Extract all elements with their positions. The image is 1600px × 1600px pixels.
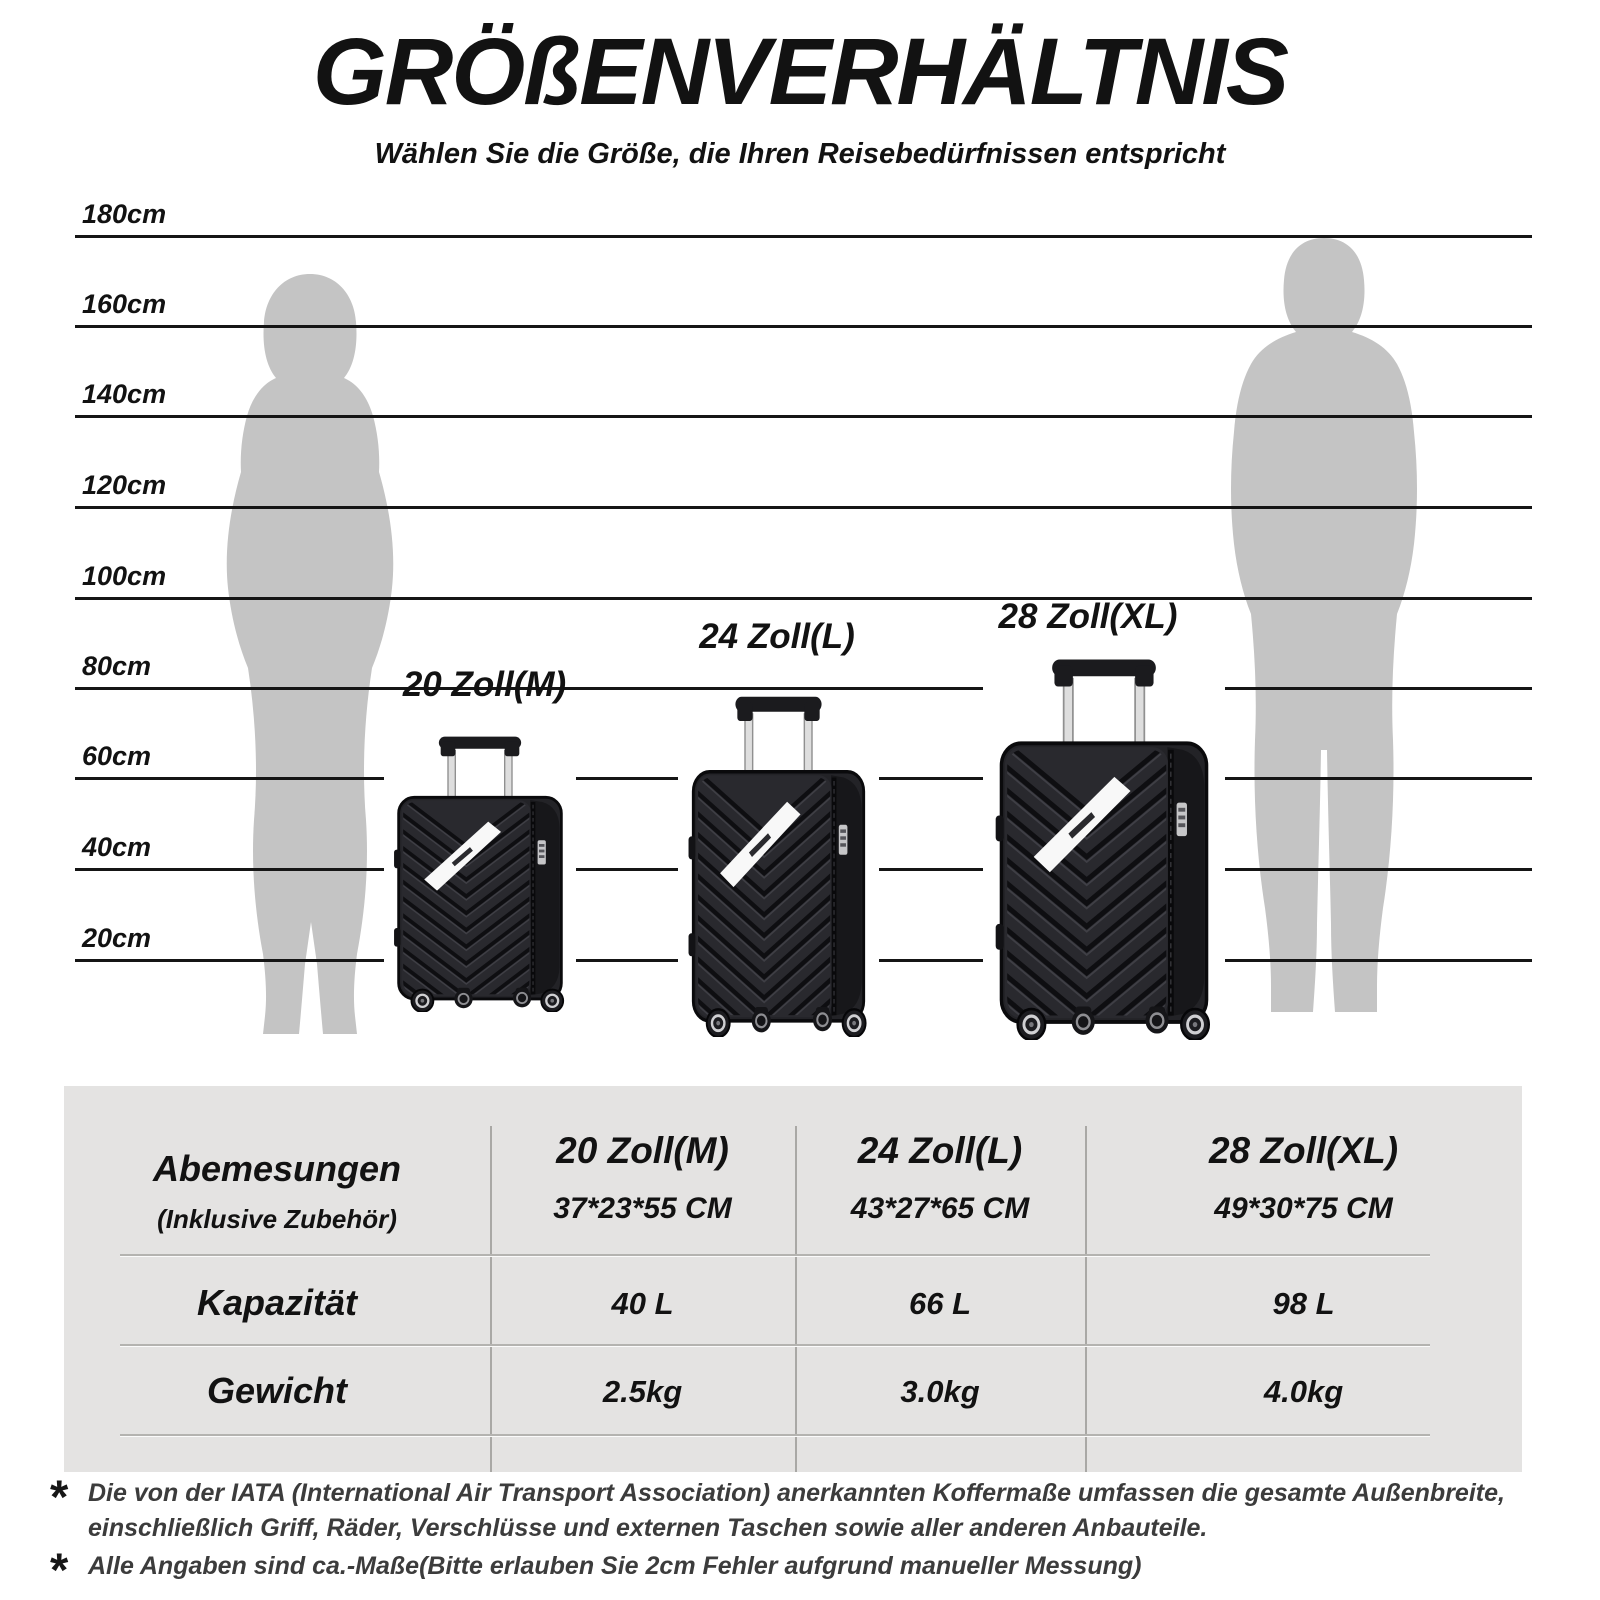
capacity-value-20-inch: 40 L: [611, 1286, 674, 1321]
table-horizontal-divider: [120, 1344, 1430, 1347]
size-label: 20 Zoll(M): [556, 1130, 729, 1171]
ruler-label-40cm: 40cm: [82, 832, 152, 862]
suitcase-28-inch-graphic: [983, 653, 1225, 1040]
column-header-28-inch: [1085, 1130, 1522, 1226]
weight-value-28-inch: 4.0kg: [1263, 1374, 1344, 1409]
ruler-label-160cm: 160cm: [82, 289, 167, 319]
ruler-line-100cm: [75, 597, 1532, 600]
suitcase-24-inch-label: 24 Zoll(L): [699, 617, 855, 656]
table-horizontal-divider: [120, 1254, 1430, 1257]
column-header-24-inch: [795, 1130, 1085, 1226]
table-header-dimensions: [64, 1148, 490, 1235]
suitcase-24-inch-graphic: [678, 691, 879, 1037]
column-header-20-inch: [490, 1130, 795, 1226]
ruler-label-140cm: 140cm: [82, 379, 167, 409]
ruler-line-120cm: [75, 506, 1532, 509]
dimensions-value: 43*27*65 CM: [850, 1192, 1030, 1225]
capacity-value-24-inch: 66 L: [908, 1286, 972, 1321]
dimensions-value: 49*30*75 CM: [1214, 1192, 1393, 1225]
weight-value-20-inch: 2.5kg: [602, 1374, 683, 1409]
capacity-value-28-inch: 98 L: [1272, 1286, 1335, 1321]
asterisk-icon: *: [50, 1470, 69, 1523]
footnote-text: Alle Angaben sind ca.-Maße(Bitte erlauben Sie 2cm Fehler aufgrund manueller Messung): [88, 1552, 1142, 1580]
man-silhouette: [1218, 236, 1430, 1036]
dimensions-row-subtitle: (Inklusive Zubehör): [157, 1204, 397, 1234]
ruler-label-80cm: 80cm: [82, 651, 152, 681]
weight-value-24-inch: 3.0kg: [900, 1374, 980, 1409]
asterisk-icon: *: [50, 1543, 69, 1596]
ruler-line-180cm: [75, 235, 1532, 238]
footnote-iata: [50, 1470, 1562, 1546]
spec-table: [64, 1086, 1522, 1472]
ruler-label-60cm: 60cm: [82, 741, 152, 771]
page-title: GRÖßENVERHÄLTNIS: [312, 19, 1288, 125]
footnote-text: Die von der IATA (International Air Transport Association) anerkannten Koffermaße umfassen die gesamte Außenbreite, einschließlich Griff, Räder, Verschlüsse und externen Taschen sowie aller anderen Anbauteile.: [88, 1479, 1505, 1542]
ruler-line-140cm: [75, 415, 1532, 418]
ruler-line-160cm: [75, 325, 1532, 328]
size-label: 24 Zoll(L): [857, 1130, 1023, 1171]
footnote-measurement: [50, 1543, 1562, 1596]
weight-row-title: Gewicht: [206, 1370, 348, 1411]
dimensions-row-title: Abemesungen: [152, 1148, 402, 1189]
ruler-label-100cm: 100cm: [82, 561, 167, 591]
ruler-label-180cm: 180cm: [82, 199, 167, 229]
suitcase-20-inch-label: 20 Zoll(M): [402, 665, 567, 704]
capacity-row-title: Kapazität: [196, 1282, 358, 1323]
page-subtitle: Wählen Sie die Größe, die Ihren Reisebedürfnissen entspricht: [374, 138, 1226, 170]
suitcase-20-inch-graphic: [384, 732, 576, 1012]
dimensions-value: 37*23*55 CM: [553, 1192, 732, 1225]
ruler-label-120cm: 120cm: [82, 470, 167, 500]
size-label: 28 Zoll(XL): [1208, 1130, 1399, 1171]
suitcase-28-inch-label: 28 Zoll(XL): [998, 597, 1178, 636]
ruler-label-20cm: 20cm: [82, 923, 152, 953]
ruler-line-80cm: [75, 687, 1532, 690]
table-horizontal-divider: [120, 1434, 1430, 1437]
